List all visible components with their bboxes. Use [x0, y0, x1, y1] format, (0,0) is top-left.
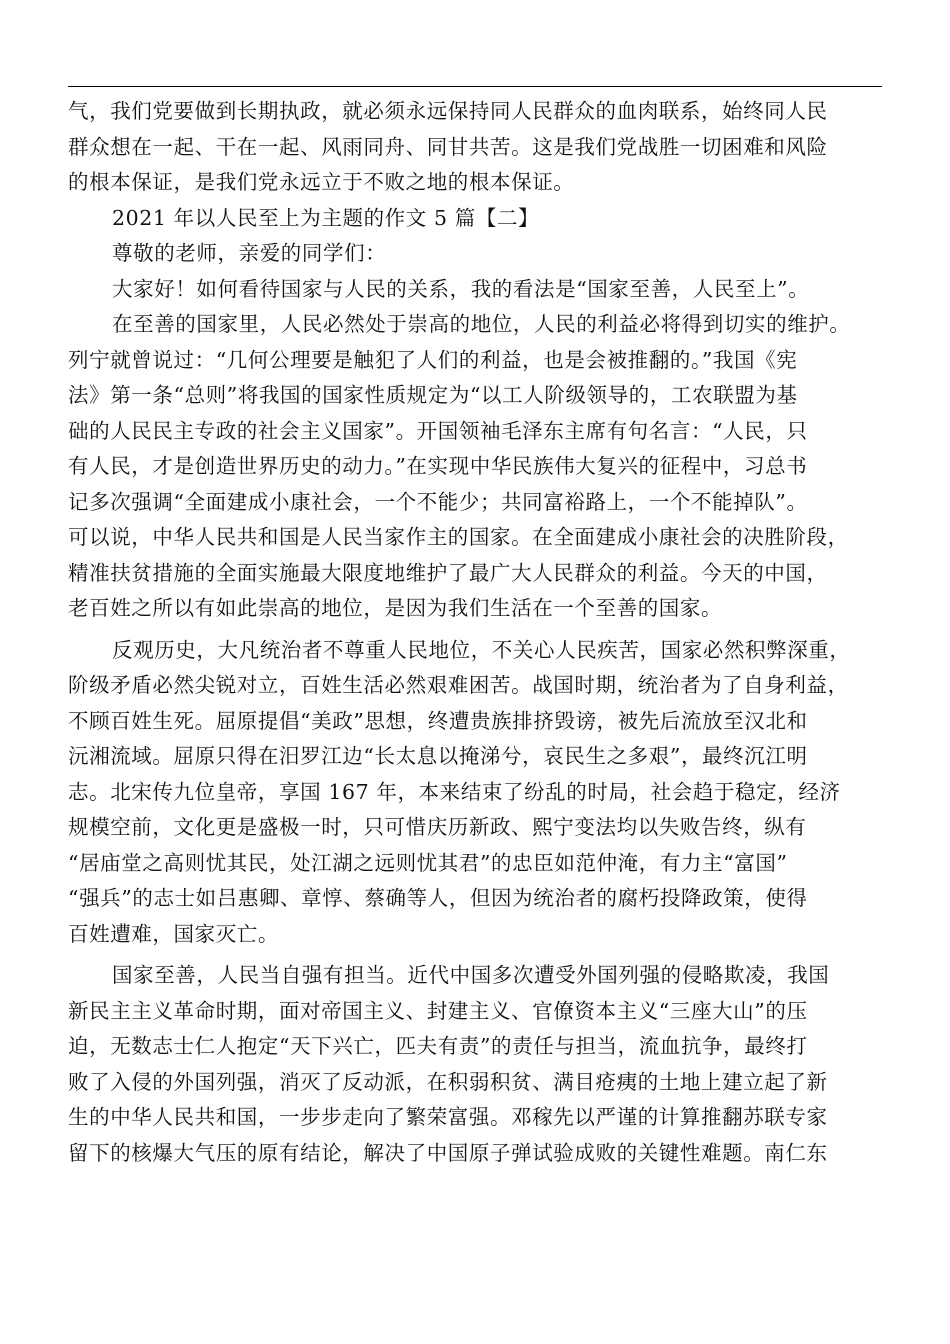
text-line: 大家好！如何看待国家与人民的关系，我的看法是“国家至善，人民至上”。	[112, 276, 810, 301]
text-line: 记多次强调“全面建成小康社会，一个不能少；共同富裕路上，一个不能掉队”。	[68, 489, 808, 514]
text-line: 迫，无数志士仁人抱定“天下兴亡，匹夫有责”的责任与担当，流血抗争，最终打	[68, 1034, 808, 1058]
text-line: 础的人民民主专政的社会主义国家”。开国领袖毛泽东主席有句名言：“人民，只	[68, 418, 808, 443]
text-line: 新民主主义革命时期，面对帝国主义、封建主义、官僚资本主义“三座大山”的压	[68, 998, 808, 1023]
text-line: 志。北宋传九位皇帝，享国 167 年，本来结束了纷乱的时局，社会趋于稳定，经济	[68, 779, 841, 804]
text-line: 气，我们党要做到长期执政，就必须永远保持同人民群众的血肉联系，始终同人民	[68, 99, 828, 123]
text-line: 群众想在一起、干在一起、风雨同舟、同甘共苦。这是我们党战胜一切困难和风险	[68, 134, 828, 159]
header-rule	[68, 86, 882, 87]
text-line: 规模空前，文化更是盛极一时，只可惜庆历新政、熙宁变法均以失败告终，纵有	[68, 815, 807, 839]
text-line: 阶级矛盾必然尖锐对立，百姓生活必然艰难困苦。战国时期，统治者为了自身利益，	[68, 673, 849, 697]
text-line: 法》第一条“总则”将我国的国家性质规定为“以工人阶级领导的，工农联盟为基	[68, 383, 798, 407]
text-line: 不顾百姓生死。屈原提倡“美政”思想，终遭贵族排挤毁谤，被先后流放至汉北和	[68, 708, 808, 733]
salutation: 尊敬的老师，亲爱的同学们：	[112, 241, 387, 265]
paragraph-start: 在至善的国家里，人民必然处于崇高的地位，人民的利益必将得到切实的维护。	[112, 312, 851, 336]
text-line: 沅湘流域。屈原只得在汨罗江边“长太息以掩涕兮，哀民生之多艰”，最终沉江明	[68, 744, 808, 768]
text-line: 生的中华人民共和国，一步步走向了繁荣富强。邓稼先以严谨的计算推翻苏联专家	[68, 1105, 828, 1129]
text-line: 败了入侵的外国列强，消灭了反动派，在积弱积贫、满目疮痍的土地上建立起了新	[68, 1069, 828, 1094]
text-line: “居庙堂之高则忧其民，处江湖之远则忧其君”的忠臣如范仲淹，有力主“富国”	[68, 850, 788, 875]
document-body	[68, 94, 888, 1171]
text-line: 老百姓之所以有如此崇高的地位，是因为我们生活在一个至善的国家。	[68, 596, 723, 620]
text-line: “强兵”的志士如吕惠卿、章惇、蔡确等人，但因为统治者的腐朽投降政策，使得	[68, 886, 808, 910]
text-line: 可以说，中华人民共和国是人民当家作主的国家。在全面建成小康社会的决胜阶段，	[68, 525, 849, 549]
text-line: 列宁就曾说过：“几何公理要是触犯了人们的利益，也是会被推翻的。”我国《宪	[68, 347, 798, 372]
section-heading: 2021 年以人民至上为主题的作文 5 篇【二】	[112, 205, 540, 230]
paragraph-start: 国家至善，人民当自强有担当。近代中国多次遭受外国列强的侵略欺凌，我国	[112, 963, 830, 987]
text-line: 有人民，才是创造世界历史的动力。”在实现中华民族伟大复兴的征程中，习总书	[68, 454, 808, 478]
text-line: 留下的核爆大气压的原有结论，解决了中国原子弹试验成败的关键性难题。南仁东	[68, 1140, 828, 1165]
text-line: 精准扶贫措施的全面实施最大限度地维护了最广大人民群众的利益。今天的中国，	[68, 560, 828, 585]
paragraph-start: 反观历史，大凡统治者不尊重人民地位，不关心人民疾苦，国家必然积弊深重，	[112, 637, 851, 662]
text-line: 的根本保证，是我们党永远立于不败之地的根本保证。	[68, 170, 575, 194]
text-line: 百姓遭难，国家灭亡。	[68, 921, 279, 946]
